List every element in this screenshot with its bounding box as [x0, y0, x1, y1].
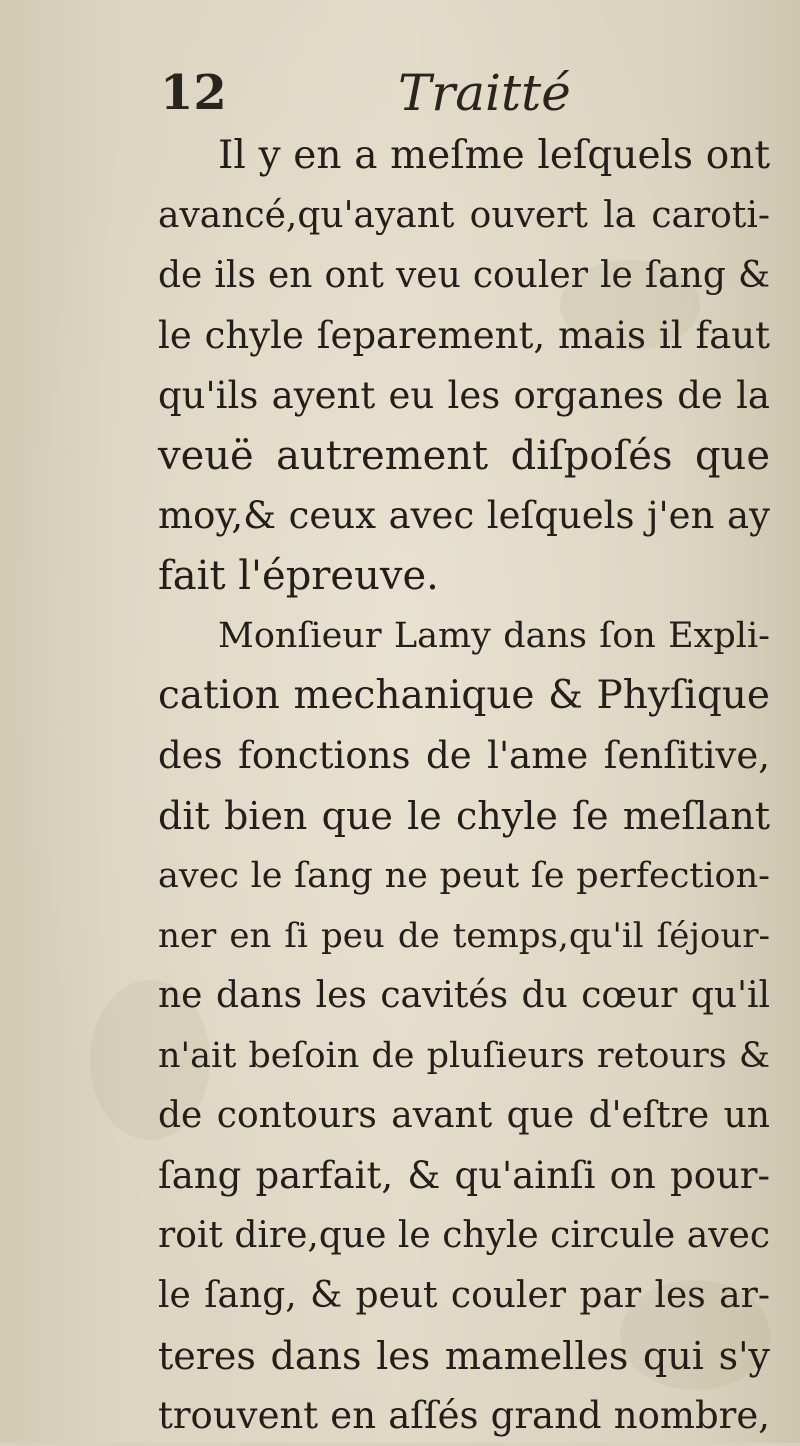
page-header [0, 58, 800, 128]
text-line: fait l'épreuve. [158, 553, 439, 599]
text-line: des fonctions de l'ame ſenſitive, [158, 734, 770, 777]
text-line: le ſang, & peut couler par les ar- [158, 1275, 770, 1316]
text-line: n'ait beſoin de pluſieurs retours & [158, 1036, 770, 1076]
text-line: ne dans les cavités du cœur qu'il [158, 975, 770, 1016]
text-line: dit bien que le chyle ſe meſlant [158, 794, 770, 838]
text-line: le chyle ſeparement, mais il faut [158, 314, 770, 357]
text-line: veuë autrement diſpoſés que [158, 433, 770, 479]
text-line: de ils en ont veu couler le ſang & [158, 255, 770, 296]
text-line: roit dire,que le chyle circule avec [158, 1215, 770, 1256]
text-line: ſang parfait, & qu'ainſi on pour- [158, 1154, 770, 1197]
page-number: 12 [160, 65, 227, 121]
text-line: Monſieur Lamy dans ſon Expli- [218, 616, 770, 656]
text-line: trouvent en aſſés grand nombre, [158, 1394, 770, 1437]
text-line: qu'ils ayent eu les organes de la [158, 374, 770, 417]
body-text [158, 126, 770, 1446]
text-line: avancé,qu'ayant ouvert la caroti- [158, 195, 770, 236]
text-line: Il y en a meſme leſquels ont [218, 133, 770, 178]
text-line: cation mechanique & Phyſique [158, 673, 770, 718]
text-line: teres dans les mamelles qui s'y [158, 1334, 770, 1378]
running-head: Traitté [398, 64, 571, 122]
text-line: avec le ſang ne peut ſe perfection- [158, 856, 770, 896]
text-line: de contours avant que d'eſtre un [158, 1095, 770, 1136]
text-line: ner en ſi peu de temps,qu'il ſéjour- [158, 916, 770, 956]
text-line: moy,& ceux avec leſquels j'en ay [158, 494, 770, 537]
